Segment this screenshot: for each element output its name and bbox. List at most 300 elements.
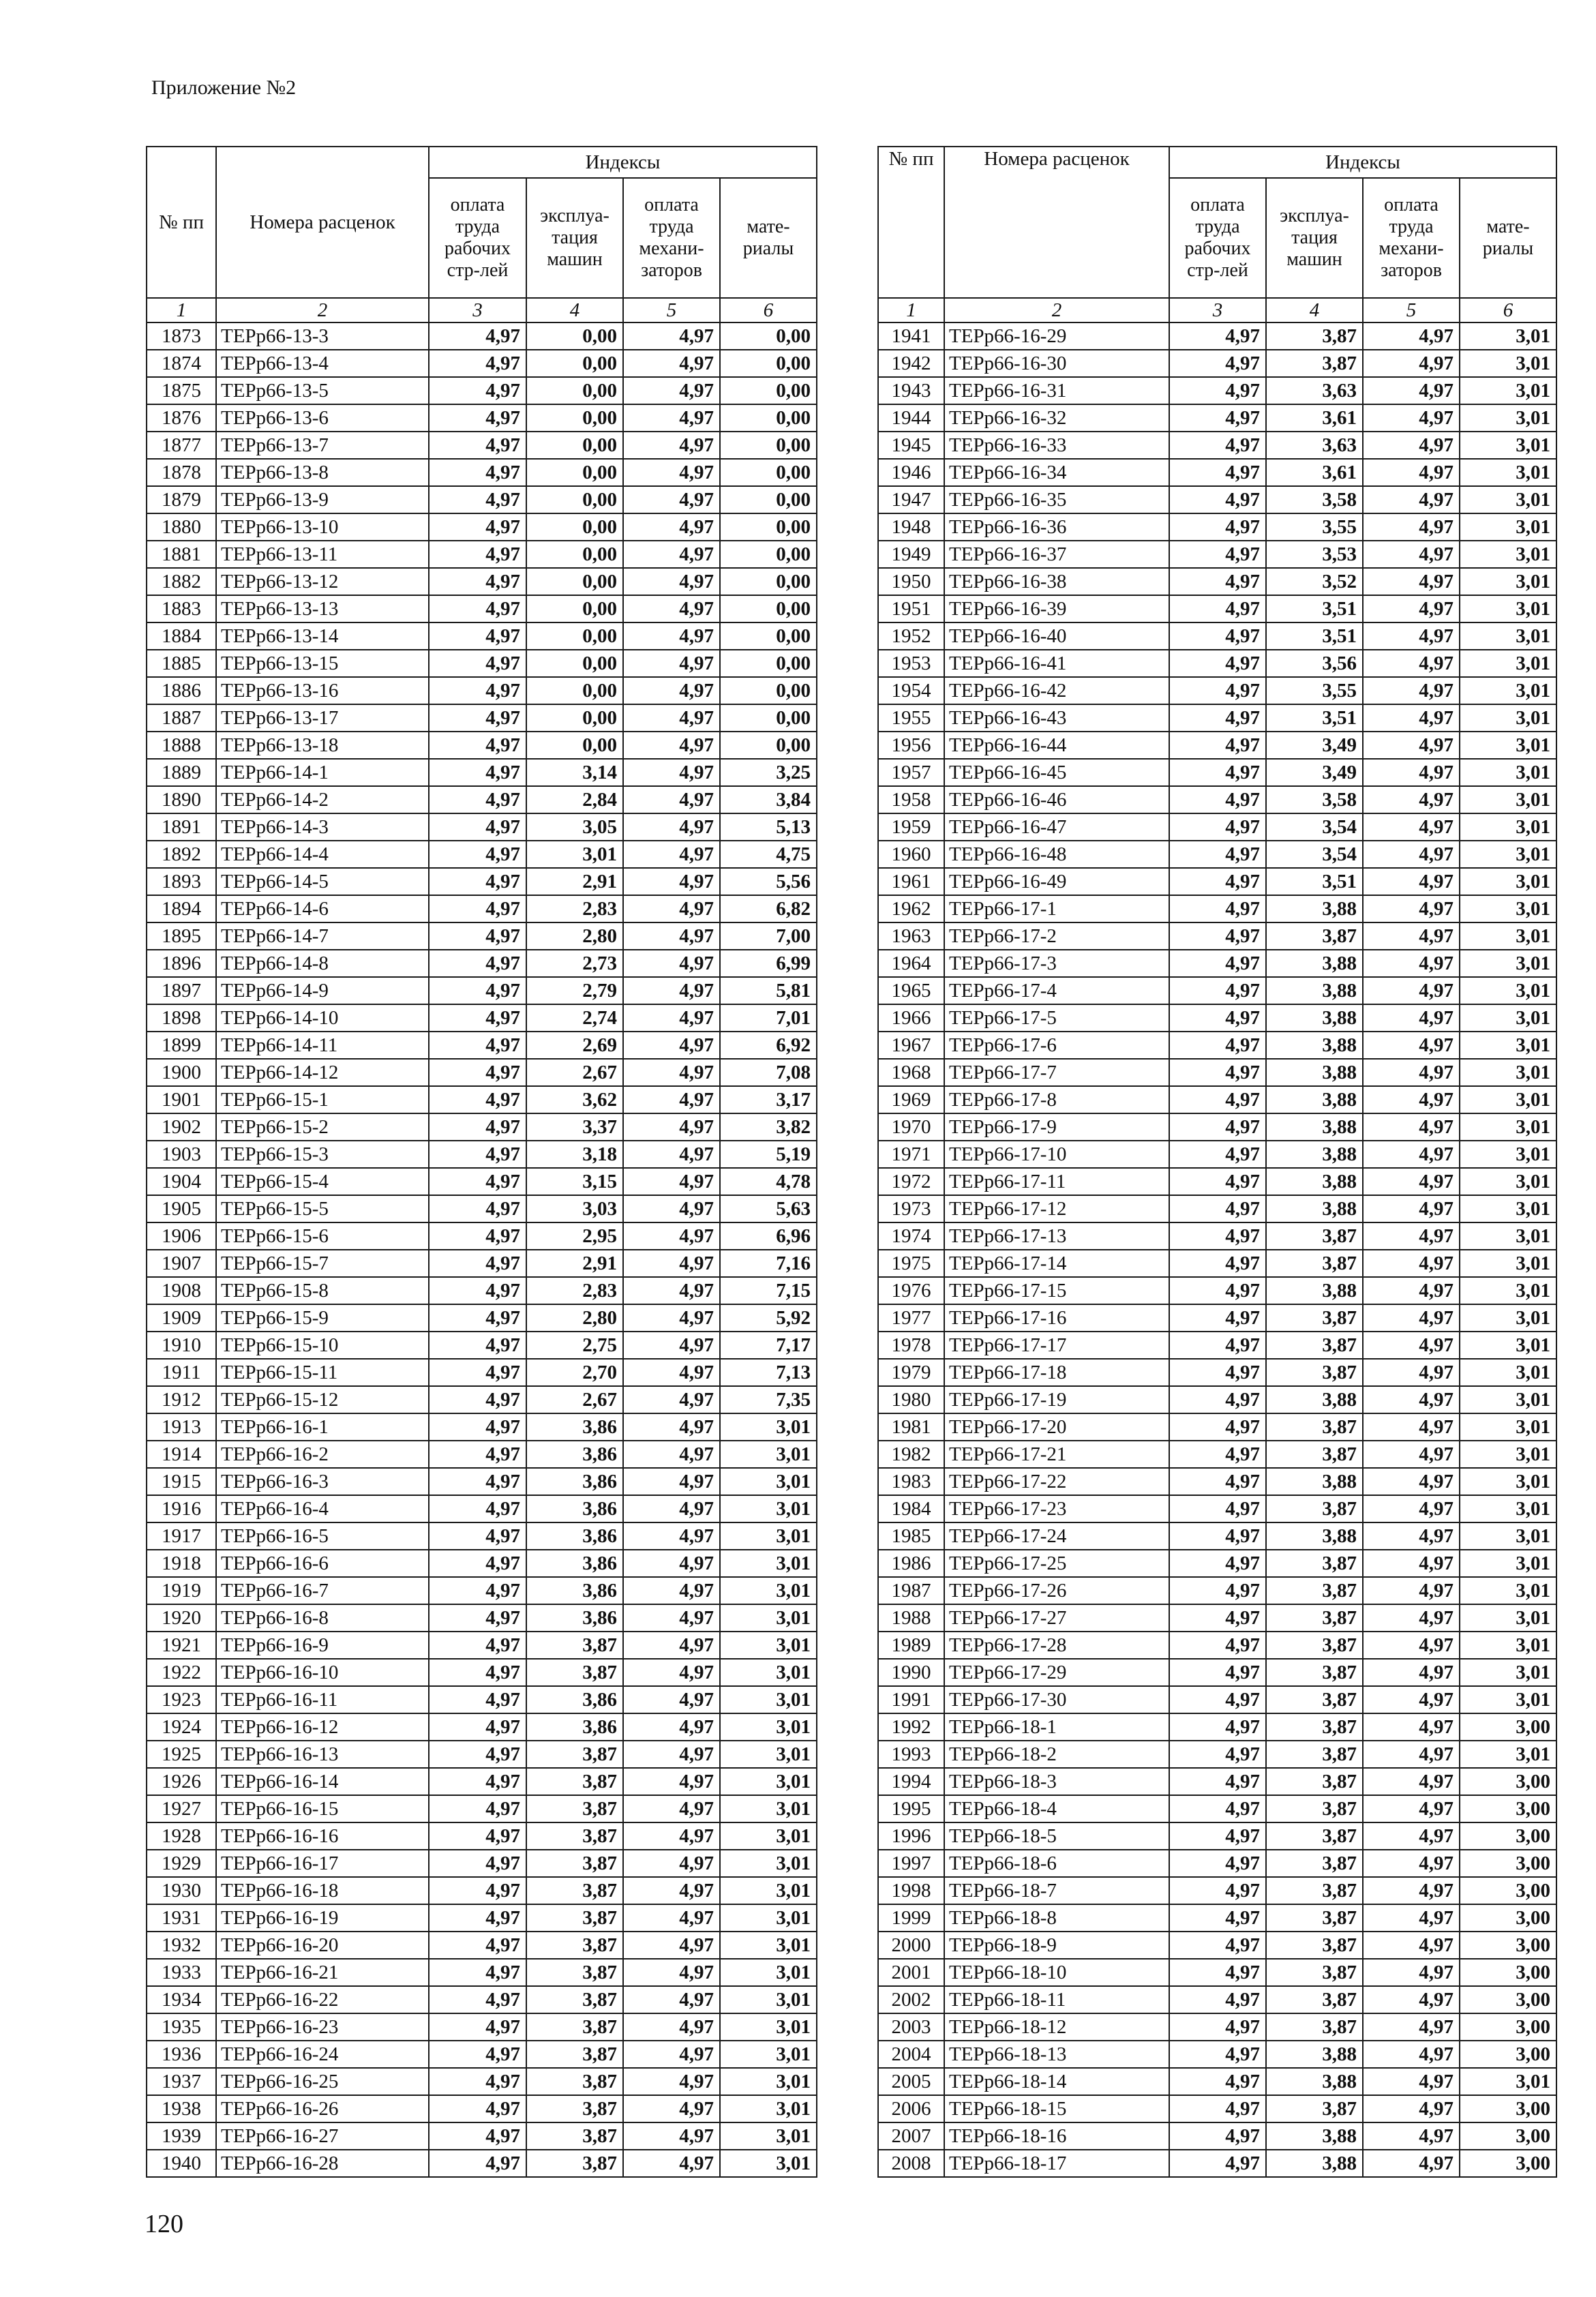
materials-index: 5,13 [720,813,817,841]
table-row [147,2013,817,2041]
materials-index: 3,01 [720,1741,817,1768]
row-number: 1981 [878,1413,944,1441]
labor-operators-index: 4,97 [1363,1904,1460,1932]
labor-operators-index: 4,97 [1363,1795,1460,1822]
labor-operators-index: 4,97 [1363,541,1460,568]
labor-operators-index: 4,97 [1363,1632,1460,1659]
table-row [147,377,817,404]
row-number: 1899 [147,1032,216,1059]
materials-index: 3,01 [720,1986,817,2013]
machine-operation-index: 3,88 [1266,1004,1363,1032]
table-row [878,2068,1556,2095]
rate-code: ТЕРр66-17-23 [944,1495,1169,1522]
rate-code: ТЕРр66-16-32 [944,404,1169,432]
labor-workers-index: 4,97 [1169,1359,1266,1386]
materials-index: 3,01 [1460,1632,1556,1659]
row-number: 1906 [147,1222,216,1250]
table-row [878,622,1556,650]
col-number: 4 [1266,298,1363,322]
rate-code: ТЕРр66-16-20 [216,1932,429,1959]
right-table-container [877,146,1557,2178]
table-row [147,1441,817,1468]
row-number: 1888 [147,732,216,759]
table-row [147,1768,817,1795]
materials-index: 3,01 [1460,1468,1556,1495]
labor-operators-index: 4,97 [623,1277,720,1304]
materials-index: 7,13 [720,1359,817,1386]
machine-operation-index: 3,87 [526,1877,623,1904]
labor-operators-index: 4,97 [1363,350,1460,377]
rate-code: ТЕРр66-16-41 [944,650,1169,677]
row-number: 1916 [147,1495,216,1522]
labor-workers-index: 4,97 [429,1113,526,1141]
row-number: 1956 [878,732,944,759]
labor-workers-index: 4,97 [1169,1741,1266,1768]
table-row [878,1441,1556,1468]
table-row [878,1495,1556,1522]
labor-operators-index: 4,97 [1363,1959,1460,1986]
rate-code: ТЕРр66-16-2 [216,1441,429,1468]
machine-operation-index: 3,87 [1266,1686,1363,1713]
labor-operators-index: 4,97 [623,350,720,377]
materials-index: 3,01 [1460,922,1556,950]
rate-code: ТЕРр66-17-9 [944,1113,1169,1141]
labor-operators-index: 4,97 [1363,1741,1460,1768]
materials-index: 3,01 [720,1632,817,1659]
labor-workers-index: 4,97 [1169,1659,1266,1686]
labor-operators-index: 4,97 [1363,1386,1460,1413]
materials-index: 6,82 [720,895,817,922]
row-number: 1905 [147,1195,216,1222]
rate-code: ТЕРр66-17-20 [944,1413,1169,1441]
labor-operators-index: 4,97 [623,432,720,459]
rate-code: ТЕРр66-16-23 [216,2013,429,2041]
materials-index: 7,15 [720,1277,817,1304]
labor-operators-index: 4,97 [623,1113,720,1141]
materials-index: 3,01 [720,2068,817,2095]
labor-workers-index: 4,97 [429,1413,526,1441]
labor-workers-index: 4,97 [1169,950,1266,977]
labor-workers-index: 4,97 [429,1822,526,1850]
table-row [878,1904,1556,1932]
table-row [147,1904,817,1932]
machine-operation-index: 3,01 [526,841,623,868]
labor-operators-index: 4,97 [1363,950,1460,977]
materials-index: 3,01 [1460,1032,1556,1059]
table-row [878,486,1556,513]
labor-operators-index: 4,97 [1363,622,1460,650]
labor-workers-index: 4,97 [429,1250,526,1277]
labor-workers-index: 4,97 [1169,1604,1266,1632]
rate-code: ТЕРр66-17-10 [944,1141,1169,1168]
rate-code: ТЕРр66-16-25 [216,2068,429,2095]
labor-operators-index: 4,97 [1363,895,1460,922]
materials-index: 3,01 [1460,350,1556,377]
materials-index: 0,00 [720,650,817,677]
rate-code: ТЕРр66-17-12 [944,1195,1169,1222]
materials-index: 3,82 [720,1113,817,1141]
machine-operation-index: 3,88 [1266,895,1363,922]
row-number: 1945 [878,432,944,459]
row-number: 1930 [147,1877,216,1904]
machine-operation-index: 3,05 [526,813,623,841]
rate-code: ТЕРр66-16-3 [216,1468,429,1495]
materials-index: 0,00 [720,459,817,486]
materials-index: 0,00 [720,704,817,732]
machine-operation-index: 3,87 [1266,1768,1363,1795]
materials-index: 3,00 [1460,1932,1556,1959]
machine-operation-index: 3,62 [526,1086,623,1113]
materials-index: 3,01 [1460,1659,1556,1686]
materials-index: 3,01 [720,1686,817,1713]
table-row [147,350,817,377]
labor-workers-index: 4,97 [1169,759,1266,786]
labor-operators-index: 4,97 [1363,486,1460,513]
materials-index: 3,00 [1460,1713,1556,1741]
machine-operation-index: 3,51 [1266,622,1363,650]
materials-index: 3,00 [1460,2122,1556,2150]
machine-operation-index: 3,87 [1266,1304,1363,1332]
machine-operation-index: 3,87 [526,1986,623,2013]
labor-workers-index: 4,97 [429,432,526,459]
row-number: 1974 [878,1222,944,1250]
machine-operation-index: 3,88 [1266,2068,1363,2095]
materials-index: 3,01 [1460,541,1556,568]
rate-code: ТЕРр66-17-3 [944,950,1169,977]
machine-operation-index: 3,88 [1266,2122,1363,2150]
rate-code: ТЕРр66-17-5 [944,1004,1169,1032]
materials-index: 3,17 [720,1086,817,1113]
table-row [878,1277,1556,1304]
page-number: 120 [145,2210,183,2238]
materials-index: 3,00 [1460,1822,1556,1850]
header-indices: Индексы [429,147,817,178]
row-number: 1967 [878,1032,944,1059]
labor-workers-index: 4,97 [1169,1386,1266,1413]
table-row [147,459,817,486]
table-row [147,704,817,732]
rate-code: ТЕРр66-16-39 [944,595,1169,622]
table-row [147,759,817,786]
table-row [147,1795,817,1822]
machine-operation-index: 2,91 [526,868,623,895]
row-number: 1964 [878,950,944,977]
table-row [878,1413,1556,1441]
labor-workers-index: 4,97 [429,1632,526,1659]
rate-code: ТЕРр66-16-18 [216,1877,429,1904]
page-header: Приложение №2 [151,76,297,99]
labor-operators-index: 4,97 [623,1441,720,1468]
table-row [147,1850,817,1877]
machine-operation-index: 0,00 [526,650,623,677]
rate-code: ТЕРр66-18-3 [944,1768,1169,1795]
rate-code: ТЕРр66-14-11 [216,1032,429,1059]
labor-workers-index: 4,97 [429,1386,526,1413]
labor-workers-index: 4,97 [1169,322,1266,350]
materials-index: 3,01 [720,1713,817,1741]
table-row [147,1413,817,1441]
rate-code: ТЕРр66-18-2 [944,1741,1169,1768]
row-number: 1937 [147,2068,216,2095]
rate-code: ТЕРр66-18-15 [944,2095,1169,2122]
table-row [878,2122,1556,2150]
row-number: 1953 [878,650,944,677]
labor-operators-index: 4,97 [623,1032,720,1059]
row-number: 1997 [878,1850,944,1877]
table-row [878,432,1556,459]
row-number: 1919 [147,1577,216,1604]
machine-operation-index: 3,87 [1266,1932,1363,1959]
row-number: 1894 [147,895,216,922]
labor-workers-index: 4,97 [1169,732,1266,759]
table-row [147,1059,817,1086]
labor-workers-index: 4,97 [1169,1713,1266,1741]
row-number: 1931 [147,1904,216,1932]
left-table-body [147,322,817,2177]
row-number: 1920 [147,1604,216,1632]
row-number: 1972 [878,1168,944,1195]
materials-index: 3,01 [1460,977,1556,1004]
col-number: 5 [1363,298,1460,322]
row-number: 1910 [147,1332,216,1359]
row-number: 1935 [147,2013,216,2041]
table-row [878,1604,1556,1632]
rate-code: ТЕРр66-14-7 [216,922,429,950]
labor-operators-index: 4,97 [623,1386,720,1413]
machine-operation-index: 2,80 [526,922,623,950]
row-number: 1954 [878,677,944,704]
materials-index: 3,01 [1460,1359,1556,1386]
row-number: 1976 [878,1277,944,1304]
machine-operation-index: 2,67 [526,1386,623,1413]
table-row [878,1386,1556,1413]
table-row [878,895,1556,922]
materials-index: 3,01 [1460,486,1556,513]
materials-index: 3,01 [1460,377,1556,404]
labor-workers-index: 4,97 [1169,1932,1266,1959]
materials-index: 3,25 [720,759,817,786]
labor-workers-index: 4,97 [1169,704,1266,732]
table-row [147,677,817,704]
labor-workers-index: 4,97 [429,1304,526,1332]
col-number: 6 [1460,298,1556,322]
labor-operators-index: 4,97 [623,1413,720,1441]
machine-operation-index: 3,63 [1266,377,1363,404]
labor-operators-index: 4,97 [1363,1250,1460,1277]
table-row [878,1877,1556,1904]
row-number: 1932 [147,1932,216,1959]
row-number: 1949 [878,541,944,568]
materials-index: 3,01 [1460,1113,1556,1141]
rate-code: ТЕРр66-16-48 [944,841,1169,868]
table-row [147,1168,817,1195]
row-number: 1941 [878,322,944,350]
table-row [147,922,817,950]
col-number: 6 [720,298,817,322]
labor-workers-index: 4,97 [429,1332,526,1359]
row-number: 1885 [147,650,216,677]
labor-operators-index: 4,97 [1363,1986,1460,2013]
machine-operation-index: 2,73 [526,950,623,977]
labor-workers-index: 4,97 [429,1141,526,1168]
table-row [147,1304,817,1332]
materials-index: 3,01 [1460,1004,1556,1032]
labor-workers-index: 4,97 [429,1959,526,1986]
rate-code: ТЕРр66-17-15 [944,1277,1169,1304]
labor-workers-index: 4,97 [1169,1250,1266,1277]
table-row [147,950,817,977]
table-row [878,732,1556,759]
materials-index: 3,01 [1460,1250,1556,1277]
machine-operation-index: 3,03 [526,1195,623,1222]
row-number: 1970 [878,1113,944,1141]
machine-operation-index: 3,88 [1266,1522,1363,1550]
labor-operators-index: 4,97 [623,1877,720,1904]
labor-operators-index: 4,97 [623,1250,720,1277]
rate-code: ТЕРр66-13-15 [216,650,429,677]
machine-operation-index: 3,87 [1266,1632,1363,1659]
table-row [878,568,1556,595]
materials-index: 3,01 [1460,1086,1556,1113]
materials-index: 3,01 [1460,1304,1556,1332]
row-number: 1884 [147,622,216,650]
labor-operators-index: 4,97 [1363,1522,1460,1550]
materials-index: 3,01 [720,2150,817,2177]
row-number: 2002 [878,1986,944,2013]
labor-operators-index: 4,97 [623,1332,720,1359]
col-number: 2 [944,298,1169,322]
rate-code: ТЕРр66-17-19 [944,1386,1169,1413]
row-number: 1879 [147,486,216,513]
row-number: 1960 [878,841,944,868]
table-row [878,1195,1556,1222]
materials-index: 0,00 [720,377,817,404]
machine-operation-index: 3,87 [526,2095,623,2122]
row-number: 1957 [878,759,944,786]
materials-index: 0,00 [720,622,817,650]
rate-code: ТЕРр66-13-7 [216,432,429,459]
rate-code: ТЕРр66-17-4 [944,977,1169,1004]
table-row [878,1332,1556,1359]
rate-code: ТЕРр66-16-19 [216,1904,429,1932]
labor-operators-index: 4,97 [1363,2122,1460,2150]
labor-operators-index: 4,97 [1363,841,1460,868]
row-number: 1929 [147,1850,216,1877]
labor-workers-index: 4,97 [429,622,526,650]
row-number: 1980 [878,1386,944,1413]
row-number: 1939 [147,2122,216,2150]
machine-operation-index: 0,00 [526,732,623,759]
rate-code: ТЕРр66-16-11 [216,1686,429,1713]
labor-operators-index: 4,97 [623,2013,720,2041]
table-row [878,1686,1556,1713]
machine-operation-index: 3,86 [526,1713,623,1741]
row-number: 1892 [147,841,216,868]
labor-workers-index: 4,97 [1169,1141,1266,1168]
machine-operation-index: 3,87 [526,2122,623,2150]
row-number: 1952 [878,622,944,650]
rate-code: ТЕРр66-17-13 [944,1222,1169,1250]
left-index-table [146,146,817,2178]
labor-workers-index: 4,97 [1169,1686,1266,1713]
labor-workers-index: 4,97 [1169,513,1266,541]
materials-index: 3,01 [720,1441,817,1468]
labor-workers-index: 4,97 [429,1086,526,1113]
materials-index: 3,01 [1460,1222,1556,1250]
machine-operation-index: 3,86 [526,1604,623,1632]
table-row [147,1086,817,1113]
row-number: 1961 [878,868,944,895]
rate-code: ТЕРр66-13-18 [216,732,429,759]
row-number: 1898 [147,1004,216,1032]
labor-operators-index: 4,97 [623,786,720,813]
machine-operation-index: 3,88 [1266,950,1363,977]
header-num: № пп [147,147,216,298]
machine-operation-index: 3,87 [526,1959,623,1986]
row-number: 1979 [878,1359,944,1386]
machine-operation-index: 3,88 [1266,1277,1363,1304]
row-number: 1873 [147,322,216,350]
labor-workers-index: 4,97 [429,2041,526,2068]
labor-operators-index: 4,97 [1363,2150,1460,2177]
materials-index: 3,01 [720,2095,817,2122]
machine-operation-index: 3,86 [526,1522,623,1550]
table-row [878,1986,1556,2013]
labor-operators-index: 4,97 [1363,595,1460,622]
materials-index: 3,00 [1460,1850,1556,1877]
labor-workers-index: 4,97 [429,1550,526,1577]
labor-workers-index: 4,97 [429,1904,526,1932]
row-number: 1946 [878,459,944,486]
labor-operators-index: 4,97 [623,404,720,432]
labor-operators-index: 4,97 [623,2150,720,2177]
labor-workers-index: 4,97 [429,2013,526,2041]
machine-operation-index: 3,49 [1266,732,1363,759]
materials-index: 3,01 [1460,1577,1556,1604]
labor-operators-index: 4,97 [1363,677,1460,704]
labor-workers-index: 4,97 [429,732,526,759]
machine-operation-index: 3,87 [1266,1413,1363,1441]
row-number: 1897 [147,977,216,1004]
row-number: 1876 [147,404,216,432]
row-number: 1917 [147,1522,216,1550]
rate-code: ТЕРр66-13-9 [216,486,429,513]
materials-index: 3,01 [720,1904,817,1932]
labor-workers-index: 4,97 [429,650,526,677]
rate-code: ТЕРр66-17-30 [944,1686,1169,1713]
table-row [878,1550,1556,1577]
table-row [878,1004,1556,1032]
table-row [878,922,1556,950]
header-labor-workers: оплата труда рабочих стр-лей [1169,178,1266,298]
labor-operators-index: 4,97 [623,704,720,732]
header-materials: мате-риалы [1460,178,1556,298]
right-index-table [877,146,1557,2178]
col-number: 1 [147,298,216,322]
labor-workers-index: 4,97 [429,1741,526,1768]
materials-index: 3,01 [1460,432,1556,459]
rate-code: ТЕРр66-18-13 [944,2041,1169,2068]
materials-index: 3,00 [1460,2095,1556,2122]
machine-operation-index: 3,87 [1266,1359,1363,1386]
materials-index: 3,01 [1460,1550,1556,1577]
labor-workers-index: 4,97 [429,513,526,541]
machine-operation-index: 3,87 [526,1795,623,1822]
labor-operators-index: 4,97 [1363,1032,1460,1059]
row-number: 1918 [147,1550,216,1577]
labor-workers-index: 4,97 [1169,1086,1266,1113]
col-number: 2 [216,298,429,322]
